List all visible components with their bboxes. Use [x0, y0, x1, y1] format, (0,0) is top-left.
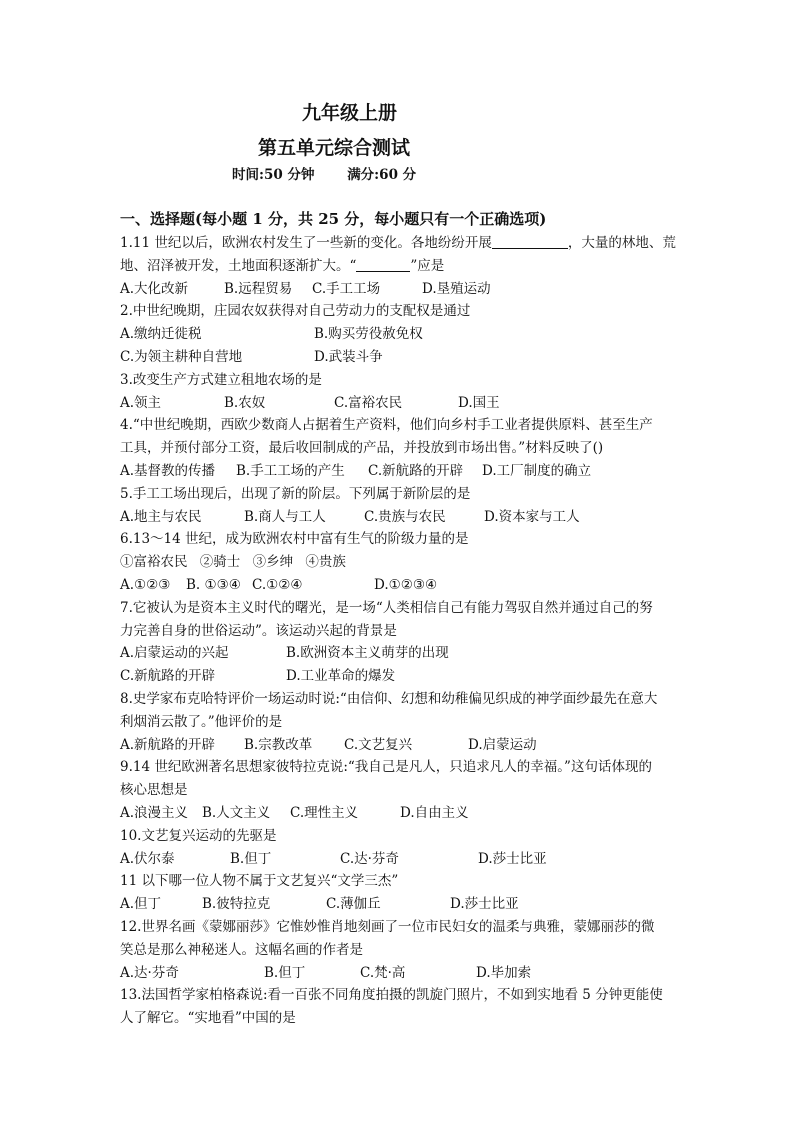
option-d: D.启蒙运动 [468, 736, 537, 753]
option-c: C.新航路的开辟 [120, 668, 216, 685]
option-c: C.新航路的开辟 [368, 462, 464, 479]
option-a: A.基督教的传播 [120, 462, 216, 479]
question-stem: 9.14 世纪欧洲著名思想家彼特拉克说:“我自己是凡人，只追求凡人的幸福。”这句话体现的 [120, 759, 652, 776]
option-b: B.欧洲资本主义萌芽的出现 [286, 645, 449, 662]
option-c: C.薄伽丘 [326, 896, 381, 913]
question-stem: 5.手工工场出现后，出现了新的阶层。下列属于新阶层的是 [120, 485, 471, 502]
option-d: D.莎士比亚 [450, 896, 519, 913]
question-stem: 笑总是那么神秘迷人。这幅名画的作者是 [120, 941, 363, 958]
option-c: C.文艺复兴 [344, 736, 413, 753]
question-stem: 人了解它。“实地看”中国的是 [120, 1010, 296, 1027]
question-options [120, 665, 680, 688]
option-b: B.但丁 [230, 850, 272, 867]
option-b: B.商人与工人 [244, 508, 326, 525]
option-c: C.为领主耕种自营地 [120, 348, 243, 365]
question-options [120, 506, 680, 529]
option-c: C.梵·高 [360, 964, 406, 981]
question-options [120, 346, 680, 369]
option-a: A.大化改新 [120, 280, 189, 297]
option-b: B. ①③④ [186, 576, 241, 593]
option-b: B.人文主义 [202, 804, 271, 821]
option-c: C.贵族与农民 [364, 508, 446, 525]
option-b: B.宗教改革 [244, 736, 313, 753]
option-d: D.武装斗争 [314, 348, 383, 365]
question-stem: 4.“中世纪晚期，西欧少数商人占据着生产资料，他们向乡村手工业者提供原料、甚至生产 [120, 417, 653, 434]
question-stem: 核心思想是 [120, 782, 188, 799]
full-score: 满分:60 分 [347, 167, 417, 183]
option-b: B.购买劳役赦免权 [314, 326, 423, 343]
option-c: C.①②④ [252, 576, 303, 593]
option-b: B.彼特拉克 [202, 896, 271, 913]
answer-blank [356, 257, 410, 272]
option-a: A.缴纳迁徙税 [120, 326, 202, 343]
exam-info [232, 163, 444, 183]
question-options [120, 323, 680, 346]
question-options [120, 893, 680, 916]
question-options [120, 392, 680, 415]
option-a: A.达·芬奇 [120, 964, 179, 981]
option-c: C.手工工场 [312, 280, 381, 297]
option-b: B.远程贸易 [224, 280, 293, 297]
time-limit: 时间:50 分钟 [232, 167, 315, 183]
section-heading: 一、选择题(每小题 1 分，共 25 分，每小题只有一个正确选项) [120, 210, 547, 228]
option-d: D.自由主义 [400, 804, 469, 821]
question-stem: 13.法国哲学家柏格森说:看一百张不同角度拍摄的凯旋门照片，不如到实地看 5 分钟更能使 [120, 987, 663, 1004]
question-options [120, 574, 680, 597]
document-title: 九年级上册 [302, 102, 398, 124]
option-d: D.工厂制度的确立 [482, 462, 592, 479]
option-a: A.领主 [120, 394, 162, 411]
option-d: D.莎士比亚 [478, 850, 547, 867]
option-c: C.达·芬奇 [340, 850, 399, 867]
option-d: D.资本家与工人 [484, 508, 580, 525]
question-list [120, 232, 680, 1030]
question-stem: 8.史学家布克哈特评价一场运动时说:“由信仰、幻想和幼稚偏见织成的神学面纱最先在意大 [120, 690, 658, 707]
question-options [120, 460, 680, 483]
option-a: A.①②③ [120, 576, 171, 593]
question-options [120, 802, 680, 825]
option-a: A.地主与农民 [120, 508, 202, 525]
question-stem: 1.11 世纪以后，欧洲农村发生了一些新的变化。各地纷纷开展 ，大量的林地、荒 [120, 235, 676, 251]
question-stem: 7.它被认为是资本主义时代的曙光，是一场“人类相信自己有能力驾驭自然并通过自己的努 [120, 599, 653, 616]
question-options [120, 278, 680, 301]
answer-blank [492, 234, 568, 249]
question-stem: 12.世界名画《蒙娜丽莎》它惟妙惟肖地刻画了一位市民妇女的温柔与典雅，蒙娜丽莎的微 [120, 918, 655, 935]
question-stem: 10.文艺复兴运动的先驱是 [120, 827, 277, 844]
option-a: A.浪漫主义 [120, 804, 189, 821]
option-d: D.毕加索 [476, 964, 532, 981]
question-stem: 11 以下哪一位人物不属于文艺复兴“文学三杰” [120, 873, 399, 890]
question-options [120, 642, 680, 665]
option-a: A.伏尔泰 [120, 850, 175, 867]
option-b: B.但丁 [264, 964, 306, 981]
option-d: D.垦殖运动 [422, 280, 491, 297]
question-stem: 地、沼泽被开发，土地面积逐渐扩大。“ ”应是 [120, 257, 445, 274]
option-d: D.①②③④ [374, 576, 438, 593]
option-b: B.农奴 [224, 394, 266, 411]
option-a: A.新航路的开辟 [120, 736, 216, 753]
question-stem: 6.13～14 世纪，成为欧洲农村中富有生气的阶级力量的是 [120, 531, 469, 548]
question-stem: ①富裕农民 ②骑士 ③乡绅 ④贵族 [120, 554, 346, 571]
document-subtitle: 第五单元综合测试 [258, 137, 411, 159]
option-d: D.工业革命的爆发 [286, 668, 396, 685]
question-options [120, 734, 680, 757]
question-stem: 工具，并预付部分工资，最后收回制成的产品，并投放到市场出售。”材料反映了() [120, 440, 604, 457]
option-c: C.理性主义 [290, 804, 359, 821]
question-options [120, 962, 680, 985]
option-c: C.富裕农民 [334, 394, 403, 411]
question-stem: 2.中世纪晚期，庄园农奴获得对自己劳动力的支配权是通过 [120, 303, 471, 320]
question-stem: 利烟消云散了。”他评价的是 [120, 713, 283, 730]
option-a: A.但丁 [120, 896, 162, 913]
question-stem: 3.改变生产方式建立租地农场的是 [120, 371, 322, 388]
option-b: B.手工工场的产生 [236, 462, 345, 479]
question-stem: 力完善自身的世俗运动”。该运动兴起的背景是 [120, 622, 397, 639]
option-d: D.国王 [458, 394, 500, 411]
option-a: A.启蒙运动的兴起 [120, 645, 229, 662]
question-options [120, 848, 680, 871]
